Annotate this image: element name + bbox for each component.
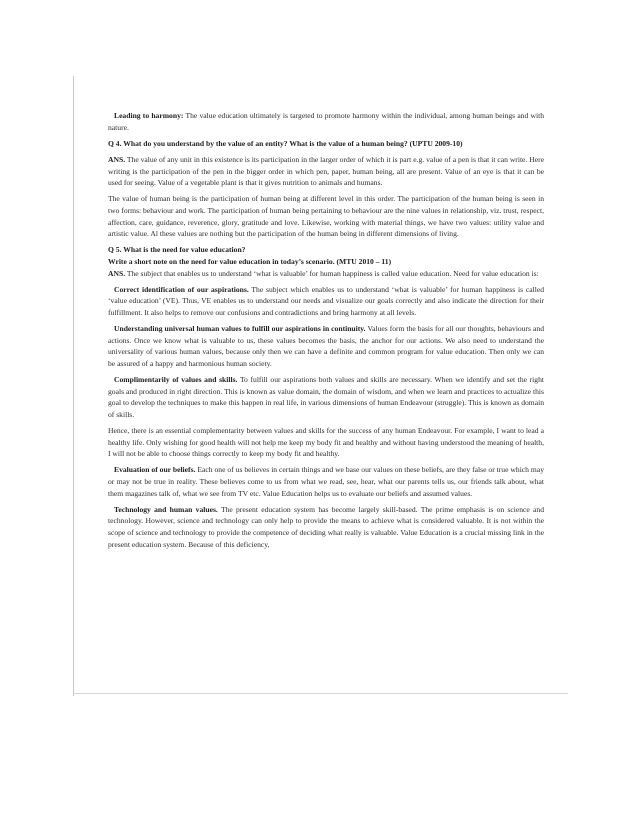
point-correct-identification (108, 284, 544, 319)
page-bottom-border (73, 693, 568, 694)
answer-4-text: The value of any unit in this existence is its participation in the larger order of which it is part e.g. value of a pen is that it can write. Here writing is the participation of the pen in the bigger order in which pen, paper, human being, all are present. Value of an eye is that it can be used for seeing. Value of a vegetable plant is that it gives nutrition to animals and humans. (108, 154, 544, 188)
point-text: Each one of us believes in certain things and we base our values on these beliefs, are they false or true which may or may not be true in reality. These believes come to us from what we read, see, hear, what our parents tells us, our friends talk about, what them magazines talk of, what we see from TV etc. Value Education helps us to evaluate our beliefs and assumed values. (108, 465, 544, 498)
point-universal-values (108, 323, 544, 369)
answer-5-text: The subject that enables us to understand ‘what is valuable’ for human happiness is called value education. Need for value education is: (125, 268, 539, 278)
question-5-line-1: Q 5. What is the need for value education? (108, 245, 246, 255)
point-evaluation-of-beliefs (108, 464, 544, 499)
page-left-border (73, 76, 74, 696)
answer-label: ANS. (108, 154, 126, 164)
answer-4-paragraph-1 (108, 154, 544, 189)
lead-harmony: Leading to harmony: (114, 111, 184, 120)
point-technology-and-values (108, 504, 544, 550)
question-5-line-2: Write a short note on the need for value education in today’s scenario. (MTU 2010 – 11) (108, 256, 392, 266)
point-text: Values form the basis for all our thoughts, behaviours and actions. Once we know what is valuable to us, these values becomes the basis, the anchor for our actions. We also need to understand the universality of various human values, because only then we can have a definite and common program for value education. Then only we can be assured of a happy and harmonious human society. (108, 324, 544, 368)
answer-4-paragraph-2: The value of human being is the participation of human being at different level in this order. The participation of the human being is seen in two forms: behaviour and work. The participation of human being pertaining to behaviour are the nine values in relationship, viz. trust, respect, affection, care, guidance, reverence, glory, gratitude and love. Likewise, working with material things, we have two values: utility value and artistic value. Al these values are nothing but the participation of the human being in different dimensions of living. (108, 194, 544, 239)
point-lead: Correct identification of our aspirations. (114, 284, 249, 294)
point-text: The present education system has become largely skill-based. The prime emphasis is on science and technology. However, science and technology can only help to provide the means to achieve what is considered valuable. It is not within the scope of science and technology to provide the competence of deciding what really is valuable. Value Education is a crucial missing link in the present education system. Because of this deficiency, (108, 504, 545, 549)
point-text: The subject which enables us to understand ‘what is valuable’ for human happiness is called ‘value education’ (VE). Thus, VE enables us to understand our needs and visualize our goals correctly and also indicate the direction for their fulfillment. It also helps to remove our confusions and contradictions and bring harmony at all levels. (108, 284, 544, 317)
question-4: Q 4. What do you understand by the value of an entity? What is the value of a human being? (UPTU 2009-10) (108, 138, 463, 148)
answer-5-paragraph (108, 268, 544, 280)
point-lead: Understanding universal human values to fulfill our aspirations in continuity. (114, 324, 366, 334)
point-values-and-skills (108, 374, 544, 420)
document-body (108, 110, 544, 555)
point-text: To fulfill our aspirations both values and skills are necessary. When we identify and set the right goals and produced in right direction. This is known as value domain, the domain of wisdom, and when we learn and practices to actualize this goal to develop the techniques to make this happen in real life, in various dimensions of human Endeavour (struggle). This is known as domain of skills. (108, 375, 544, 419)
point-lead: Technology and human values. (114, 504, 218, 514)
point-lead: Complimentarily of values and skills. (114, 375, 238, 385)
paragraph-hence: Hence, there is an essential complementarity between values and skills for the success of any human Endeavour. For example, I want to lead a healthy life. Only wishing for good health will not help me keep my body fit and healthy and without having understood the meaning of health, I will not be able to choose things correctly to keep my body fit and healthy. (108, 426, 544, 459)
point-lead: Evaluation of our beliefs. (114, 465, 196, 475)
answer-label: ANS. (108, 268, 126, 278)
paragraph-harmony (108, 110, 544, 133)
text-harmony: The value education ultimately is targeted to promote harmony within the individual, among human beings and with nature. (108, 111, 544, 132)
